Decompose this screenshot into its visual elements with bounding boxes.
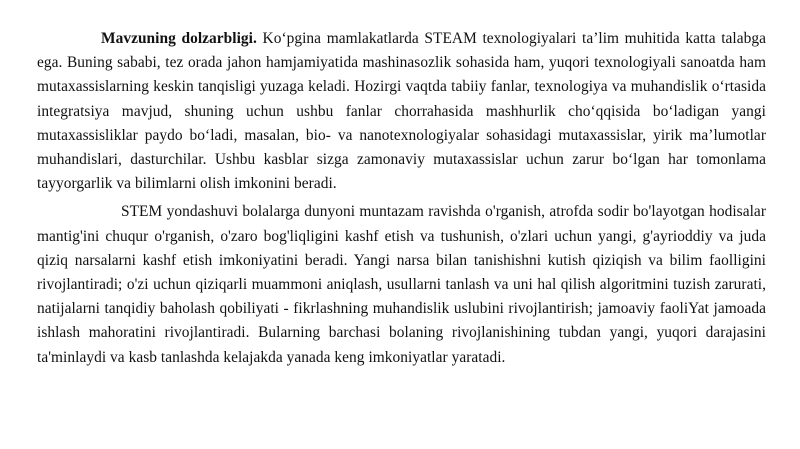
document-page xyxy=(37,27,766,370)
paragraph-heading: Mavzuning dolzarbligi. xyxy=(101,30,257,47)
paragraph-stem-approach: STEM yondashuvi bolalarga dunyoni muntazam ravishda o'rganish, atrofda sodir bo'layotgan hodisalar mantig'ini chuqur o'rganish, o'zaro bog'liqligini kashf etish va tushunish, o'zlari uchun yangi, g'ayrioddiy va juda qiziq narsalarni kashf etish imkoniyatini beradi. Yangi narsa bilan tanishishni kutish qiziqish va bilim faolligini rivojlantiradi; o'zi uchun qiziqarli muammoni aniqlash, usullarni tanlash va uni hal qilish algoritmini tuzish zarurati, natijalarni tanqidiy baholash qobiliyati - fikrlashning muhandislik uslubini rivojlantirish; jamoaviy faoliYat jamoada ishlash mahoratini rivojlantiradi. Bularning barchasi bolaning rivojlanishining tubdan yangi, yuqori darajasini ta'minlaydi va kasb tanlashda kelajakda yanada keng imkoniyatlar yaratadi. xyxy=(37,203,766,366)
paragraph-relevance xyxy=(37,27,766,196)
paragraph-body: Ko‘pgina mamlakatlarda STEAM texnologiyalari ta’lim muhitida katta talabga ega. Buning sababi, tez orada jahon hamjamiyatida mashinasozlik sohasida ham, yuqori texnologiyali sanoatda ham mutaxassislarning keskin tanqisligi yuzaga keladi. Hozirgi vaqtda tabiiy fanlar, texnologiya va muhandislik o‘rtasida integratsiya mavjud, shuning uchun ushbu fanlar chorrahasida mashhurlik cho‘qqisida bo‘ladigan yangi mutaxassisliklar paydo bo‘ladi, masalan, bio- va nanotexnologiyalar sohasidagi mutaxassislar, yirik ma’lumotlar muhandislari, dasturchilar. Ushbu kasblar sizga zamonaviy mutaxassislar uchun zarur bo‘lgan har tomonlama tayyorgarlik va bilimlarni olish imkonini beradi. xyxy=(37,30,767,193)
